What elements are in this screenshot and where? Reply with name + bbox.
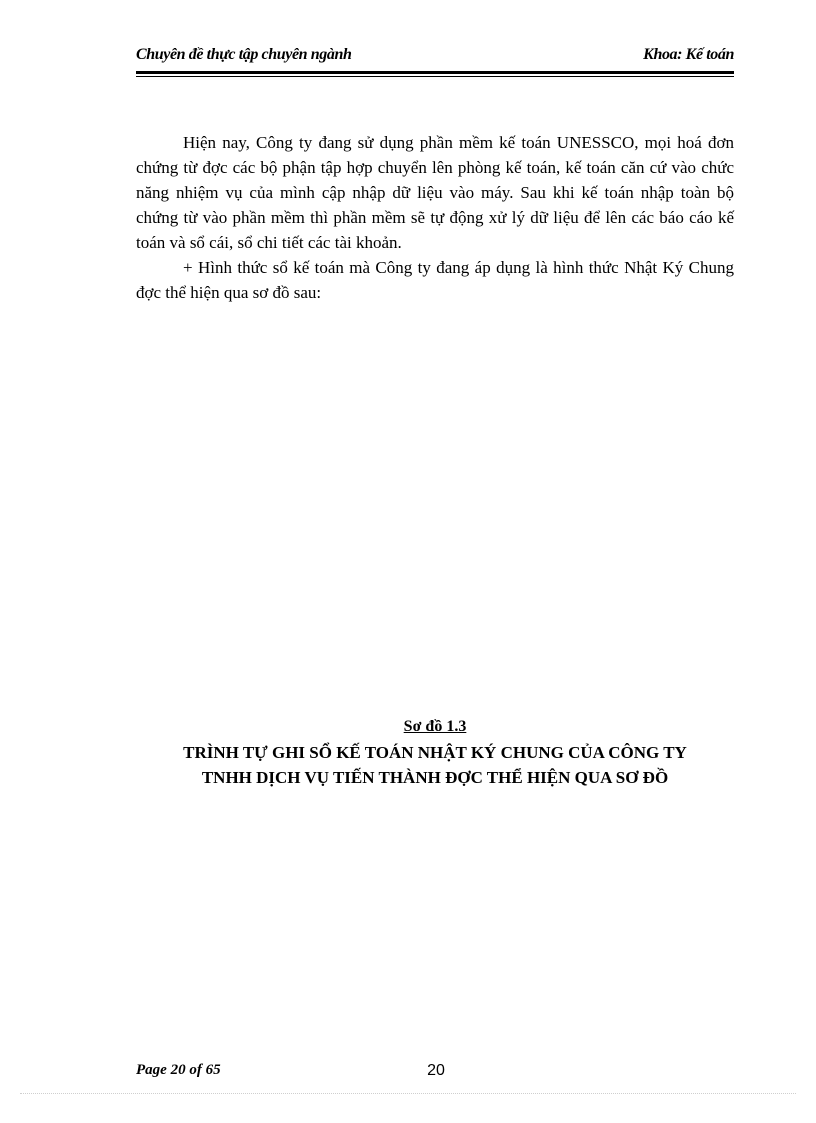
header-document-title: Chuyên đề thực tập chuyên ngành bbox=[136, 46, 352, 63]
footer-page-of: Page 20 of 65 bbox=[136, 1062, 221, 1078]
caption-title-line-2: TNHH DỊCH VỤ TIẾN THÀNH ĐỢC THỂ HIỆN QUA SƠ ĐỒ bbox=[201, 768, 669, 787]
page-bottom-border bbox=[20, 1093, 796, 1094]
paragraph-bookkeeping-form: + Hình thức sổ kế toán mà Công ty đang áp dụng là hình thức Nhật Ký Chung đợc thể hiện qua sơ đồ sau: bbox=[136, 258, 734, 302]
caption-label: Sơ đồ 1.3 bbox=[403, 718, 467, 735]
footer-page-number: 20 bbox=[427, 1062, 445, 1079]
header-divider-thin bbox=[136, 76, 734, 77]
paragraph-software: Hiện nay, Công ty đang sử dụng phần mềm kế toán UNESSCO, mọi hoá đơn chứng từ đợc các bộ phận tập hợp chuyển lên phòng kế toán, kế toán căn cứ vào chức năng nhiệm vụ của mình cập nhập dữ liệu vào máy. Sau khi kế toán nhập toàn bộ chứng từ vào phần mềm thì phần mềm sẽ tự động xử lý dữ liệu để lên các báo cáo kế toán và sổ cái, sổ chi tiết các tài khoản. bbox=[136, 133, 734, 252]
body-text bbox=[136, 130, 734, 305]
page-header bbox=[136, 46, 734, 72]
header-divider-thick bbox=[136, 71, 734, 74]
diagram-placeholder bbox=[136, 330, 734, 710]
header-department: Khoa: Kế toán bbox=[643, 46, 734, 63]
caption-title-line-1: TRÌNH TỰ GHI SỔ KẾ TOÁN NHẬT KÝ CHUNG CỦA CÔNG TY bbox=[183, 743, 687, 762]
diagram-caption bbox=[100, 718, 770, 790]
